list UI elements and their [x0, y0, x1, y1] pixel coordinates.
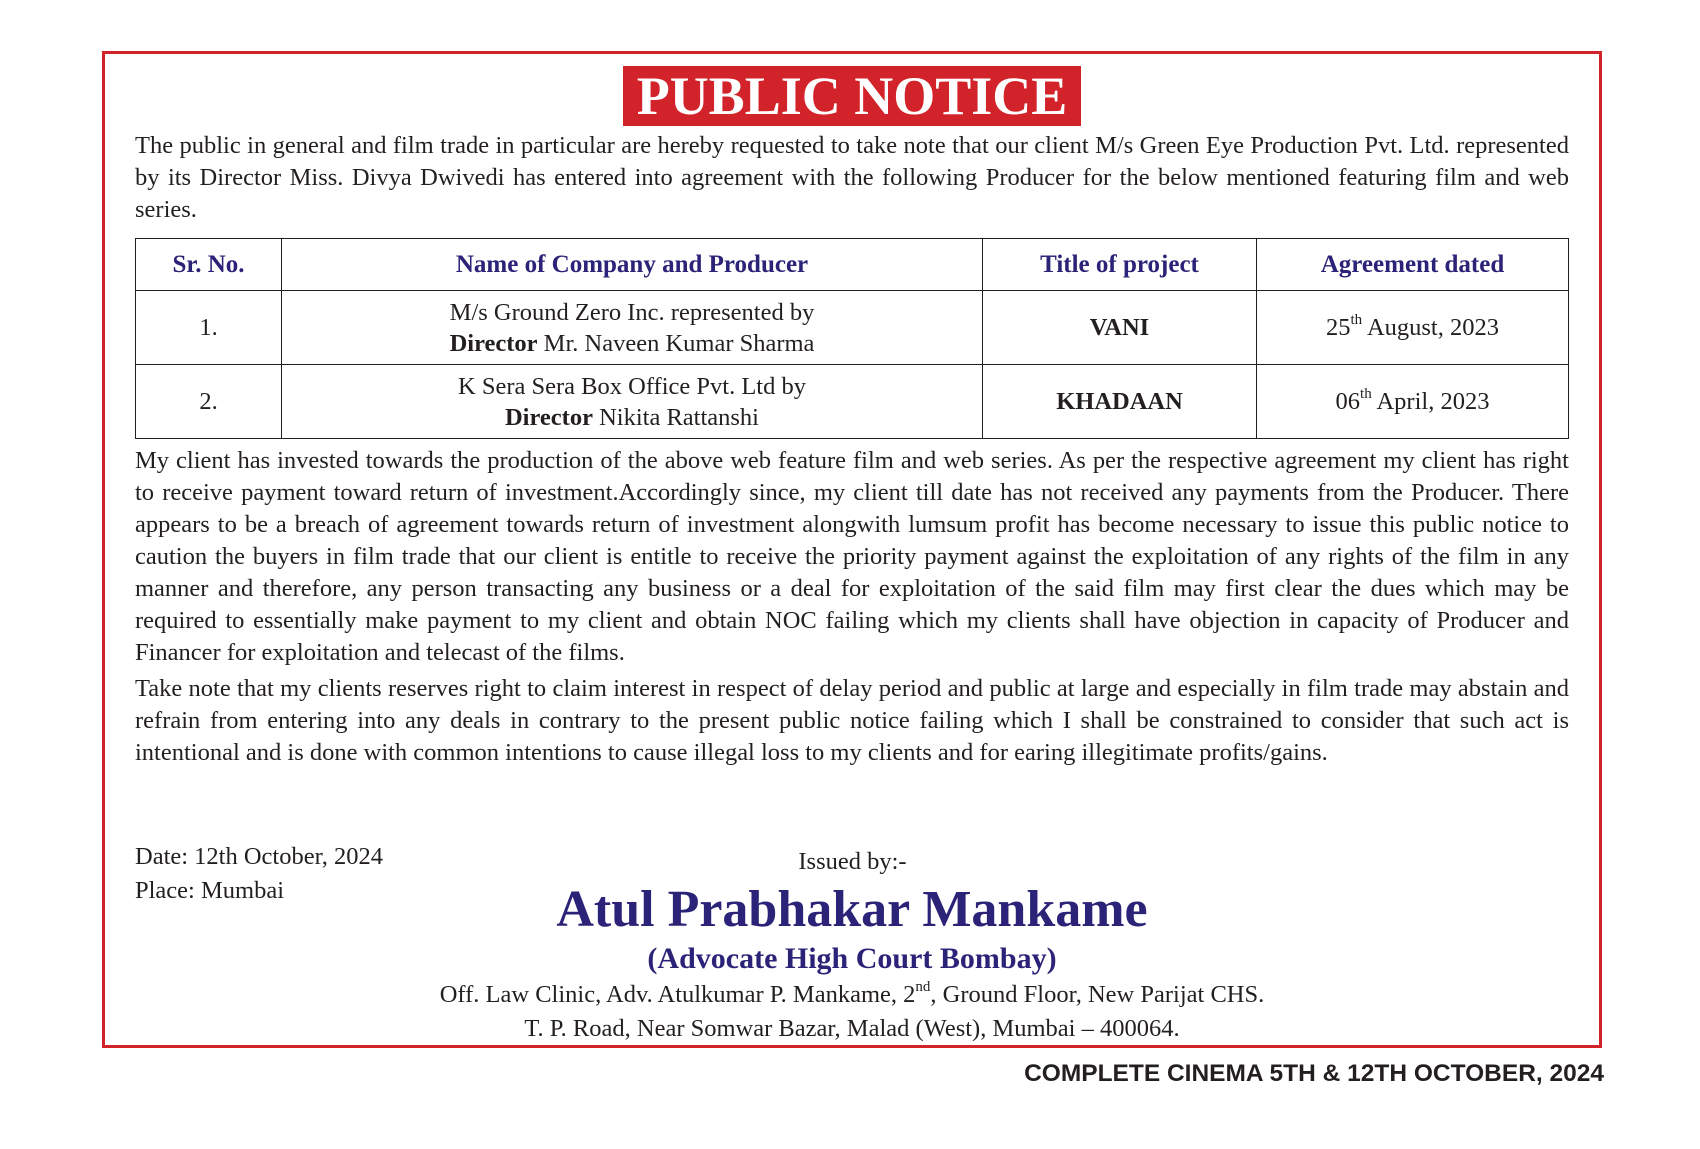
producer-role: Director	[504, 403, 593, 431]
issuer-block	[105, 846, 1599, 1046]
table-row	[136, 365, 1569, 439]
date-day: 25	[1326, 314, 1351, 341]
address-line-2: T. P. Road, Near Somwar Bazar, Malad (West), Mumbai – 400064.	[524, 1015, 1180, 1042]
header-project-title: Title of project	[983, 239, 1257, 291]
date-month-year: August, 2023	[1362, 314, 1499, 341]
date-day: 06	[1335, 388, 1361, 415]
company-line: M/s Ground Zero Inc. represented by	[449, 298, 815, 326]
notice-place: Place: Mumbai	[135, 877, 285, 904]
date-suffix: th	[1350, 311, 1363, 328]
issued-by-label: Issued by:-	[798, 848, 907, 875]
notice-title: PUBLIC NOTICE	[623, 66, 1082, 126]
caution-paragraph: Take note that my clients reserves right to claim interest in respect of delay period and public at large and especially in film trade may abstain and refrain from entering into any deals in contrary to the present public notice failing which I shall be constrained to consider that such act is intentional and is done with common intentions to cause illegal loss to my clients and for earing illegitimate profits/gains.	[135, 675, 1569, 766]
row-project-title: KHADAAN	[983, 365, 1257, 439]
address-part-a: Off. Law Clinic, Adv. Atulkumar P. Mankame, 2	[439, 981, 916, 1008]
row-project-title: VANI	[983, 291, 1257, 365]
investment-paragraph: My client has invested towards the production of the above web feature film and web series. As per the respective agreement my client has right to receive payment toward return of investment.Accordingly since, my client till date has not received any payments from the Producer. There appears to be a breach of agreement towards return of investment alongwith lumsum profit has become necessary to issue this public notice to caution the buyers in film trade that our client is entitle to receive the priority payment against the exploitation of any rights of the film in any manner and therefore, any person transacting any business or a deal for exploitation of the said film may first clear the dues which may be required to essentially make payment to my client and obtain NOC failing which my clients shall have objection in capacity of Producer and Financer for exploitation and telecast of the films.	[135, 447, 1569, 666]
date-month-year: April, 2023	[1371, 388, 1490, 415]
notice-content	[135, 130, 1569, 769]
row-sr-no: 1.	[136, 291, 282, 365]
row-company-producer	[282, 291, 983, 365]
producer-role: Director	[449, 329, 538, 357]
agreements-table	[135, 238, 1569, 439]
table-header-row	[136, 239, 1569, 291]
date-suffix: th	[1360, 385, 1372, 402]
address-part-b: , Ground Floor, New Parijat CHS.	[930, 981, 1265, 1008]
table-row	[136, 291, 1569, 365]
address-floor-suffix: nd	[915, 978, 931, 995]
row-agreement-date	[1257, 291, 1569, 365]
header-agreement-date: Agreement dated	[1257, 239, 1569, 291]
producer-name: Mr. Naveen Kumar Sharma	[537, 329, 815, 357]
title-wrap	[105, 66, 1599, 126]
address-line-1	[105, 978, 1599, 1012]
intro-paragraph: The public in general and film trade in particular are hereby requested to take note that our client M/s Green Eye Production Pvt. Ltd. represented by its Director Miss. Divya Dwivedi has entered into agreement with the following Producer for the below mentioned featuring film and web series.	[135, 132, 1569, 223]
row-sr-no: 2.	[136, 365, 282, 439]
notice-frame	[102, 51, 1602, 1048]
header-company-producer: Name of Company and Producer	[282, 239, 983, 291]
row-agreement-date	[1257, 365, 1569, 439]
company-line: K Sera Sera Box Office Pvt. Ltd by	[458, 372, 806, 400]
notice-date: Date: 12th October, 2024	[135, 843, 384, 870]
row-company-producer	[282, 365, 983, 439]
advocate-title: (Advocate High Court Bombay)	[647, 942, 1057, 975]
producer-name: Nikita Rattanshi	[592, 403, 759, 431]
publication-credit: COMPLETE CINEMA 5TH & 12TH OCTOBER, 2024	[1024, 1060, 1604, 1087]
header-sr-no: Sr. No.	[136, 239, 282, 291]
advocate-name: Atul Prabhakar Mankame	[556, 881, 1148, 938]
